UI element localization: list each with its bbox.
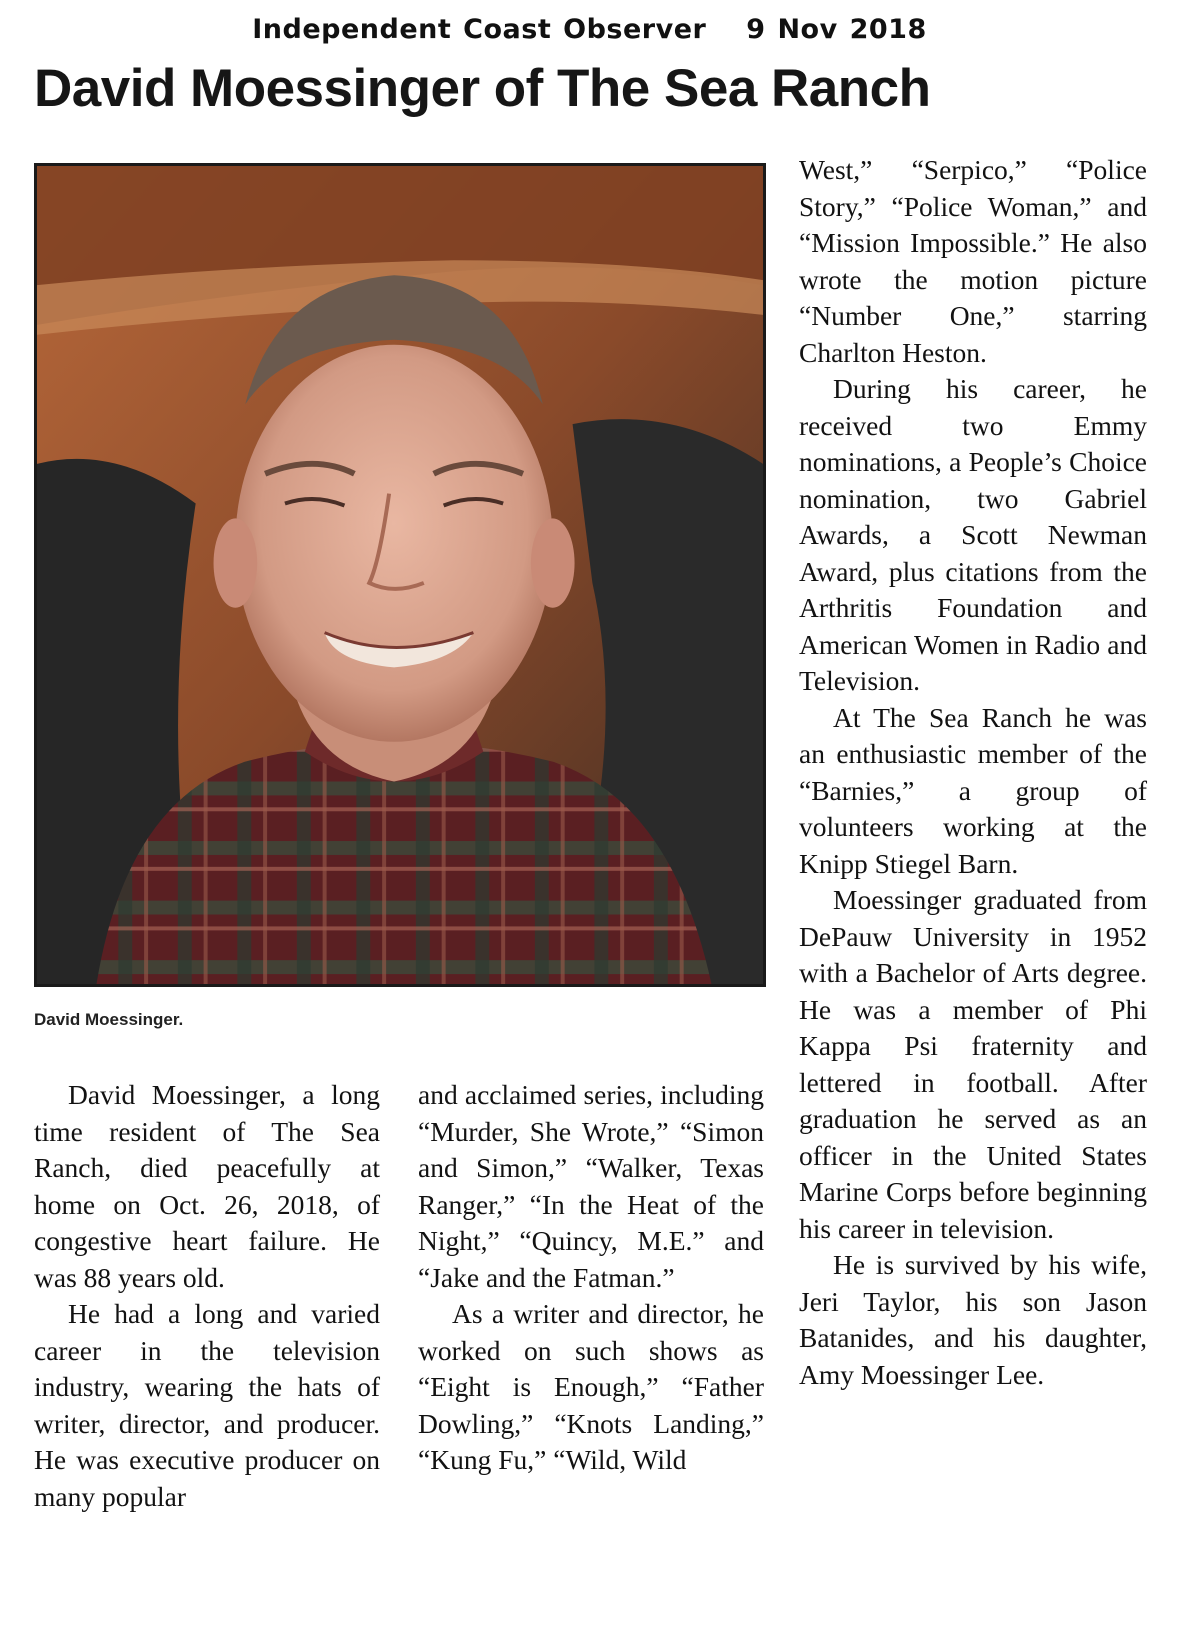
article-paragraph: Moessinger graduated from DePauw University in 1952 with a Bachelor of Arts degree. He was a member of Phi Kappa Psi fraternity and lettered in football. After graduation he served as an officer in the United States Marine Corps before beginning his career in television. [799,884,1147,1244]
article-paragraph: He had a long and varied career in the television industry, wearing the hats of writer, director, and producer. He was executive producer on many popular [34,1298,380,1512]
article-paragraph: West,” “Serpico,” “Police Story,” “Police Woman,” and “Mission Impossible.” He also wrote the motion picture “Number One,” starring Charlton Heston. [799,154,1147,368]
article-paragraph: He is survived by his wife, Jeri Taylor, his son Jason Batanides, and his daughter, Amy Moessinger Lee. [799,1249,1147,1390]
photo-caption: David Moessinger. [34,1010,184,1029]
article-paragraph: David Moessinger, a long time resident of The Sea Ranch, died peacefully at home on Oct. 26, 2018, of congestive heart failure. He was 88 years old. [34,1079,380,1293]
publication-name: Independent Coast Observer [252,14,707,45]
article-column-2 [418,1077,764,1479]
article-paragraph: As a writer and director, he worked on such shows as “Eight is Enough,” “Father Dowling,” “Knots Landing,” “Kung Fu,” “Wild, Wild [418,1298,764,1475]
article-paragraph: During his career, he received two Emmy nominations, a People’s Choice nomination, two Gabriel Awards, a Scott Newman Award, plus citations from the Arthritis Foundation and American Women in Radio and Television. [799,373,1147,696]
publication-date: 9 Nov 2018 [746,14,927,45]
article-paragraph: and acclaimed series, including “Murder, She Wrote,” “Simon and Simon,” “Walker, Texas Ranger,” “In the Heat of the Night,” “Quincy, M.E.” and “Jake and the Fatman.” [418,1079,764,1293]
article-paragraph: At The Sea Ranch he was an enthusiastic member of the “Barnies,” a group of volunteers working at the Knipp Stiegel Barn. [799,701,1147,879]
portrait-photo [34,163,766,987]
masthead [0,14,1179,45]
article-column-1 [34,1077,380,1515]
article-column-3 [799,152,1147,1393]
portrait-photo-illustration [37,166,763,984]
headline: David Moessinger of The Sea Ranch [34,59,931,118]
